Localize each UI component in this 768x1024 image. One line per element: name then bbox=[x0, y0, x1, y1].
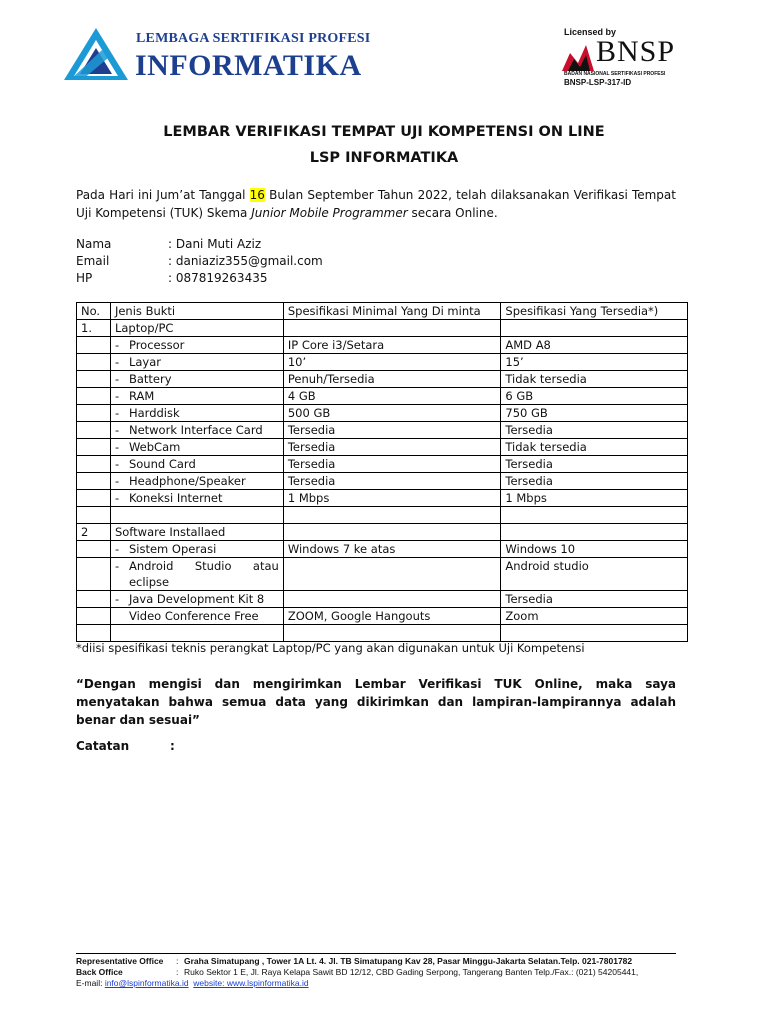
item-label: Video Conference Free bbox=[128, 609, 259, 623]
item-dash bbox=[115, 608, 129, 624]
available-spec-cell: Tidak tersedia bbox=[501, 439, 688, 456]
notes-field bbox=[76, 739, 175, 753]
item-cell bbox=[110, 473, 283, 490]
notes-colon: : bbox=[170, 739, 175, 753]
item-cell bbox=[110, 439, 283, 456]
min-spec-cell bbox=[283, 558, 501, 591]
notes-label: Catatan bbox=[76, 739, 130, 753]
item-cell bbox=[110, 337, 283, 354]
item-cell bbox=[110, 541, 283, 558]
back-office-label: Back Office bbox=[76, 967, 123, 977]
item-label: Harddisk bbox=[128, 406, 180, 420]
table-row bbox=[77, 388, 688, 405]
spec-table bbox=[76, 302, 688, 642]
item-cell bbox=[110, 591, 283, 608]
available-spec-cell: Tersedia bbox=[501, 456, 688, 473]
document-title: LEMBAR VERIFIKASI TEMPAT UJI KOMPETENSI ON LINE bbox=[163, 124, 605, 140]
item-dash: - bbox=[114, 491, 120, 505]
email-prefix: E-mail: bbox=[76, 978, 105, 988]
spacer-row bbox=[77, 625, 688, 642]
header-available-spec: Spesifikasi Yang Tersedia*) bbox=[501, 303, 688, 320]
item-label: Java Development Kit 8 bbox=[128, 592, 265, 606]
group-no: 2 bbox=[77, 524, 111, 541]
header-min-spec: Spesifikasi Minimal Yang Di minta bbox=[283, 303, 501, 320]
document-subtitle: LSP INFORMATIKA bbox=[309, 150, 459, 166]
bnsp-wordmark: BNSP bbox=[596, 35, 676, 68]
min-spec-cell: Penuh/Tersedia bbox=[283, 371, 501, 388]
email-link[interactable]: info@lspinformatika.id bbox=[104, 978, 189, 988]
empty-cell bbox=[501, 320, 688, 337]
available-spec-cell: 750 GB bbox=[501, 405, 688, 422]
item-label: Sistem Operasi bbox=[128, 542, 217, 556]
footer-back-office: Back Office : Ruko Sektor 1 E, Jl. Raya Kelapa Sawit BD 12/12, CBD Gading Serpong, Tangerang Banten Telp./Fax.: (021) 54205441, bbox=[76, 967, 639, 977]
bnsp-logo bbox=[560, 27, 690, 89]
rep-office-label: Representative Office bbox=[76, 956, 164, 966]
item-dash: - bbox=[114, 372, 120, 386]
item-word: Android bbox=[128, 559, 174, 573]
laptop-rows bbox=[77, 337, 688, 507]
item-cell bbox=[110, 456, 283, 473]
min-spec-cell: 1 Mbps bbox=[283, 490, 501, 507]
available-spec-cell: Tersedia bbox=[501, 591, 688, 608]
item-label: RAM bbox=[128, 389, 155, 403]
group-row-laptop bbox=[77, 320, 688, 337]
empty-cell bbox=[283, 320, 501, 337]
item-cell bbox=[110, 422, 283, 439]
item-dash: - bbox=[114, 389, 120, 403]
table-row bbox=[77, 371, 688, 388]
min-spec-cell: 4 GB bbox=[283, 388, 501, 405]
min-spec-cell: 500 GB bbox=[283, 405, 501, 422]
org-name: INFORMATIKA bbox=[135, 49, 362, 82]
item-cell bbox=[110, 490, 283, 507]
available-spec-cell: Tersedia bbox=[501, 422, 688, 439]
min-spec-cell: Tersedia bbox=[283, 456, 501, 473]
header-no: No. bbox=[77, 303, 111, 320]
item-dash: - bbox=[114, 457, 120, 471]
table-row bbox=[77, 473, 688, 490]
min-spec-cell: ZOOM, Google Hangouts bbox=[283, 608, 501, 625]
intro-paragraph bbox=[76, 186, 676, 222]
item-dash: - bbox=[114, 559, 120, 573]
footer-divider bbox=[76, 953, 676, 954]
intro-day-highlight: 16 bbox=[249, 188, 265, 202]
item-word: eclipse bbox=[128, 575, 170, 589]
item-dash: - bbox=[114, 423, 120, 437]
item-label: Headphone/Speaker bbox=[128, 474, 246, 488]
intro-after-day: Bulan September Tahun 2022, telah dilaksanakan Verifikasi Tempat Uji Kompetensi (TUK) Skema bbox=[76, 188, 676, 220]
group-name: Laptop/PC bbox=[110, 320, 283, 337]
item-cell bbox=[110, 371, 283, 388]
bnsp-fullname: BADAN NASIONAL SERTIFIKASI PROFESI bbox=[564, 71, 666, 77]
phone-label: HP bbox=[76, 271, 93, 285]
bnsp-license-code: BNSP-LSP-317-ID bbox=[564, 78, 632, 87]
item-dash: - bbox=[114, 406, 120, 420]
item-dash: - bbox=[114, 592, 120, 606]
footer-representative: Representative Office : Graha Simatupang , Tower 1A Lt. 4. Jl. TB Simatupang Kav 28, Pasar Minggu-Jakarta Selatan.Telp. 021-7801782 bbox=[76, 956, 633, 966]
org-subtitle: LEMBAGA SERTIFIKASI PROFESI bbox=[136, 31, 371, 46]
back-office-address: Ruko Sektor 1 E, Jl. Raya Kelapa Sawit BD 12/12, CBD Gading Serpong, Tangerang Banten Telp./Fax.: (021) 54205441, bbox=[184, 967, 639, 977]
footer-contact bbox=[76, 978, 309, 988]
available-spec-cell: Zoom bbox=[501, 608, 688, 625]
item-label: WebCam bbox=[128, 440, 181, 454]
table-row bbox=[77, 422, 688, 439]
email-label: Email bbox=[76, 254, 110, 268]
intro-scheme: Junior Mobile Programmer bbox=[251, 206, 408, 220]
table-row bbox=[77, 456, 688, 473]
group-row-software bbox=[77, 524, 688, 541]
item-label: Koneksi Internet bbox=[128, 491, 223, 505]
lsp-informatika-logo-icon bbox=[62, 26, 130, 82]
item-label: Network Interface Card bbox=[128, 423, 263, 437]
table-row bbox=[77, 439, 688, 456]
min-spec-cell bbox=[283, 591, 501, 608]
intro-ending: secara Online. bbox=[407, 206, 498, 220]
identity-phone bbox=[76, 271, 267, 285]
table-header-row bbox=[77, 303, 688, 320]
group-no: 1. bbox=[77, 320, 111, 337]
item-dash: - bbox=[114, 474, 120, 488]
empty-cell bbox=[501, 524, 688, 541]
identity-email bbox=[76, 254, 323, 268]
table-row bbox=[77, 354, 688, 371]
available-spec-cell: Android studio bbox=[501, 558, 688, 591]
table-row bbox=[77, 337, 688, 354]
licensed-by-label: Licensed by bbox=[564, 27, 617, 37]
spacer-row bbox=[77, 507, 688, 524]
item-label: Layar bbox=[128, 355, 162, 369]
bnsp-emblem-icon bbox=[560, 39, 596, 73]
table-row bbox=[77, 591, 688, 608]
item-dash: - bbox=[114, 355, 120, 369]
available-spec-cell: Windows 10 bbox=[501, 541, 688, 558]
item-cell bbox=[110, 354, 283, 371]
email-value: : daniaziz355@gmail.com bbox=[168, 254, 323, 268]
website-link[interactable]: website: www.lspinformatika.id bbox=[193, 978, 309, 988]
available-spec-cell: Tidak tersedia bbox=[501, 371, 688, 388]
table-row bbox=[77, 558, 688, 591]
table-footnote: *diisi spesifikasi teknis perangkat Laptop/PC yang akan digunakan untuk Uji Kompetensi bbox=[76, 641, 585, 655]
available-spec-cell: 15’ bbox=[501, 354, 688, 371]
table-row bbox=[77, 541, 688, 558]
available-spec-cell: 6 GB bbox=[501, 388, 688, 405]
group-name: Software Installaed bbox=[110, 524, 283, 541]
intro-before-day: Pada Hari ini Jum’at Tanggal bbox=[76, 188, 250, 202]
min-spec-cell: Tersedia bbox=[283, 439, 501, 456]
table-row bbox=[77, 608, 688, 625]
min-spec-cell: Tersedia bbox=[283, 473, 501, 490]
name-label: Nama bbox=[76, 237, 112, 251]
item-word: atau bbox=[252, 559, 279, 573]
available-spec-cell: AMD A8 bbox=[501, 337, 688, 354]
item-cell bbox=[110, 558, 283, 591]
rep-office-address: Graha Simatupang , Tower 1A Lt. 4. Jl. TB Simatupang Kav 28, Pasar Minggu-Jakarta Selatan.Telp. 021-7801782 bbox=[184, 956, 633, 966]
min-spec-cell: Windows 7 ke atas bbox=[283, 541, 501, 558]
identity-name bbox=[76, 237, 261, 251]
item-cell bbox=[110, 608, 283, 625]
min-spec-cell: Tersedia bbox=[283, 422, 501, 439]
name-value: : Dani Muti Aziz bbox=[168, 237, 262, 251]
available-spec-cell: 1 Mbps bbox=[501, 490, 688, 507]
item-cell bbox=[110, 405, 283, 422]
statement-text: “Dengan mengisi dan mengirimkan Lembar Verifikasi TUK Online, maka saya menyatakan bahwa semua data yang dikirimkan dan lampiran-lampirannya adalah benar dan sesuai” bbox=[76, 677, 676, 727]
item-label: Battery bbox=[128, 372, 172, 386]
item-dash: - bbox=[114, 338, 120, 352]
table-row bbox=[77, 490, 688, 507]
item-dash: - bbox=[114, 542, 120, 556]
available-spec-cell: Tersedia bbox=[501, 473, 688, 490]
item-word: Studio bbox=[194, 559, 232, 573]
item-label: Processor bbox=[128, 338, 185, 352]
min-spec-cell: 10’ bbox=[283, 354, 501, 371]
min-spec-cell: IP Core i3/Setara bbox=[283, 337, 501, 354]
item-label: Sound Card bbox=[128, 457, 196, 471]
item-cell bbox=[110, 388, 283, 405]
phone-value: : 087819263435 bbox=[168, 271, 268, 285]
header-type: Jenis Bukti bbox=[110, 303, 283, 320]
item-dash: - bbox=[114, 440, 120, 454]
empty-cell bbox=[283, 524, 501, 541]
table-row bbox=[77, 405, 688, 422]
